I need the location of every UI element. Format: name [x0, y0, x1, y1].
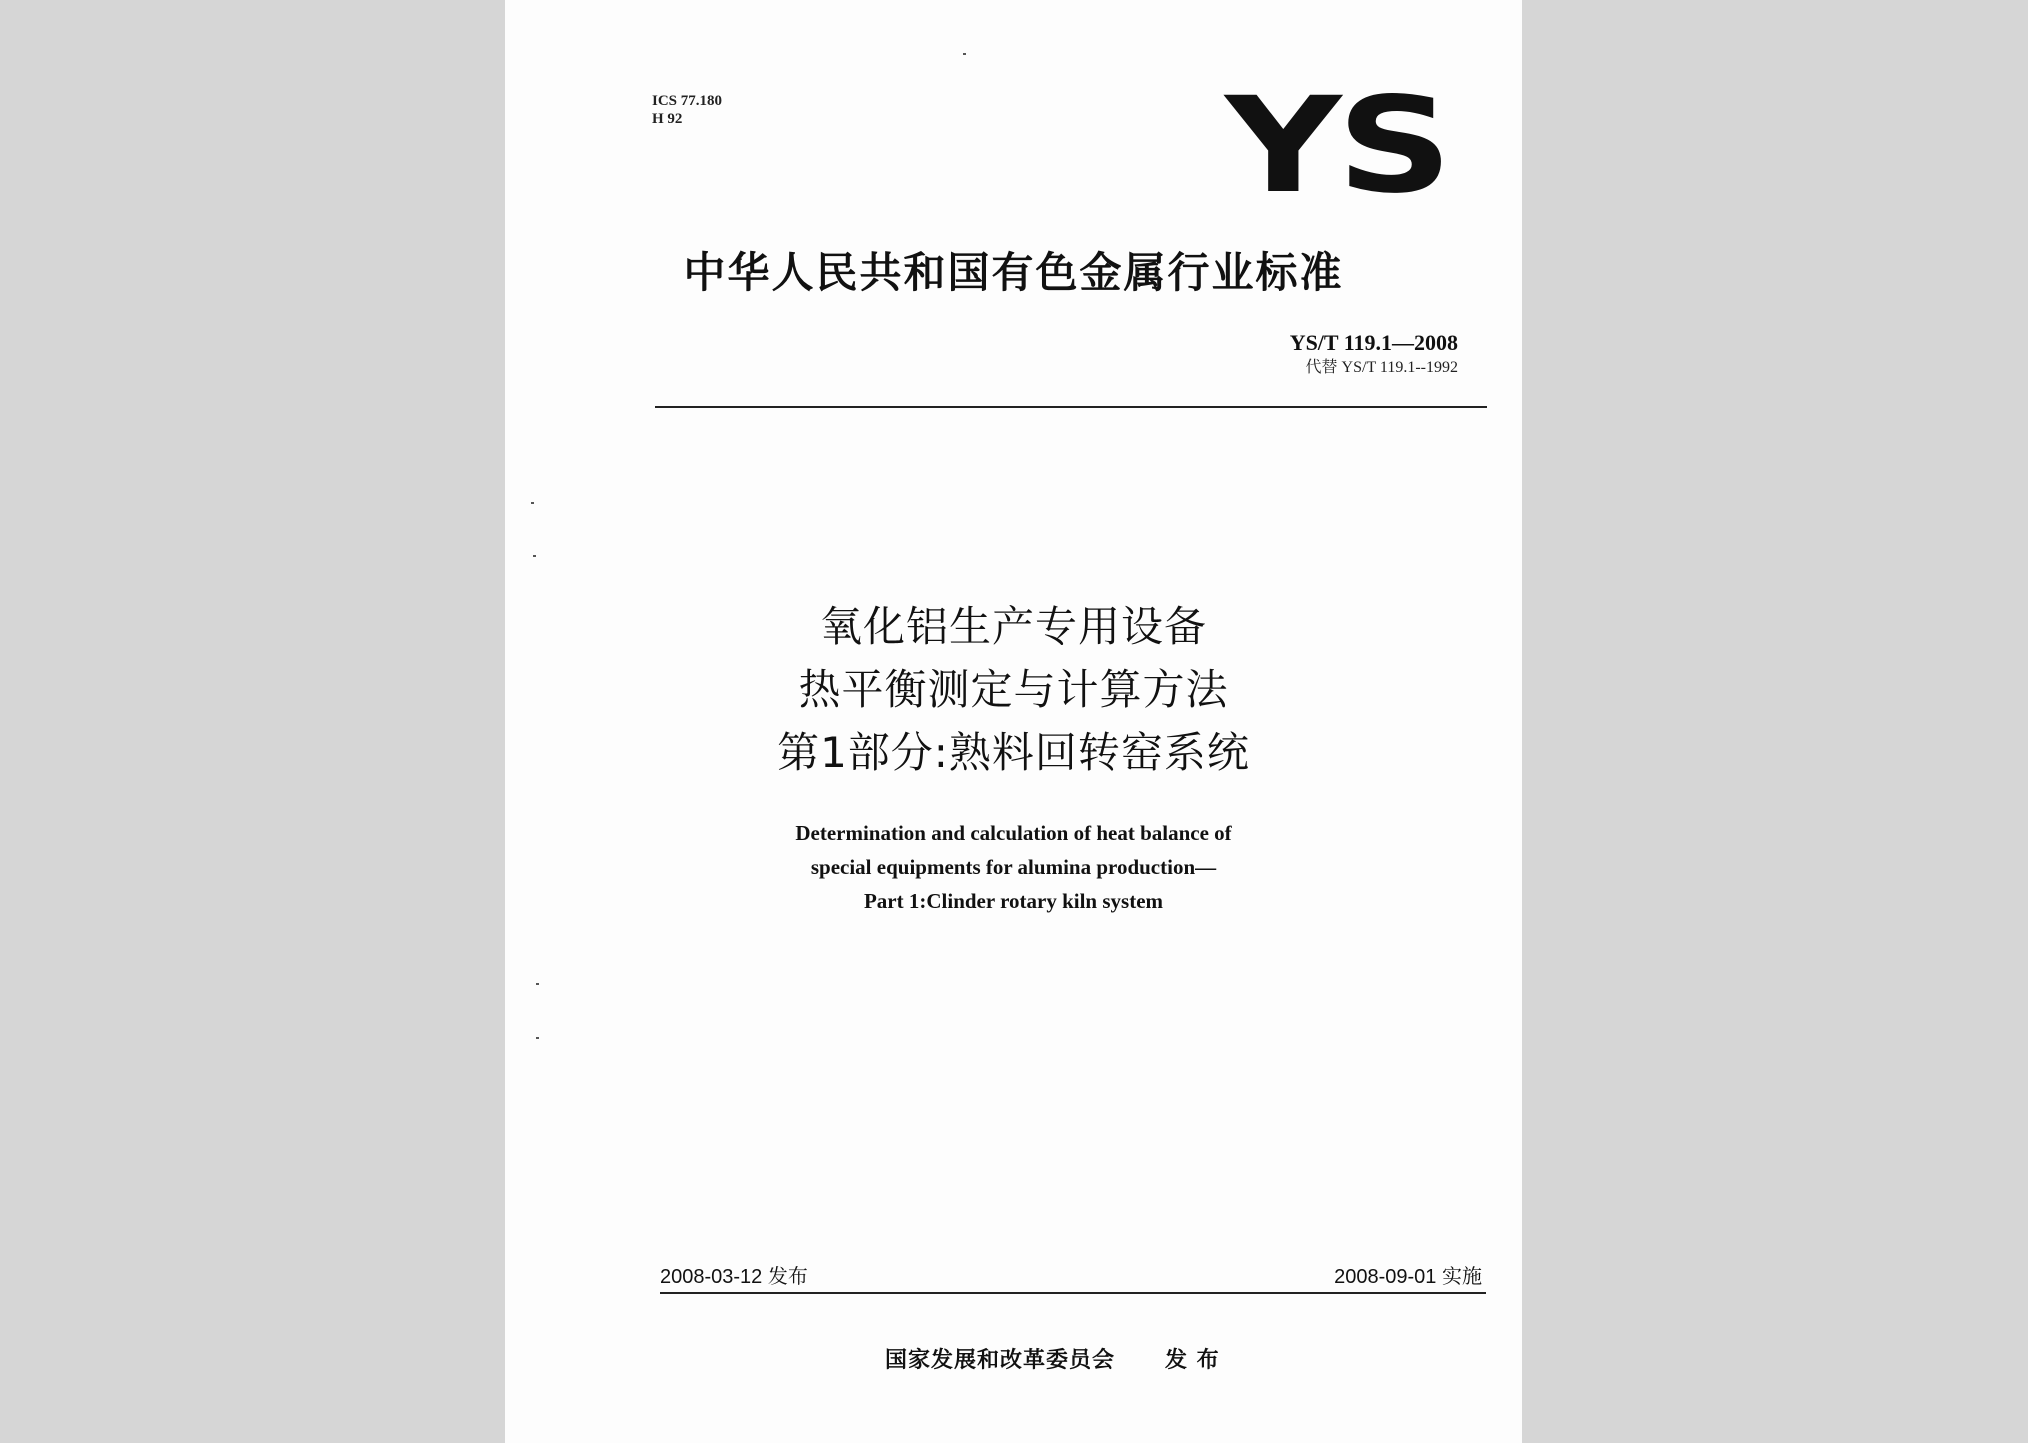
scan-speck — [533, 555, 536, 557]
ics-classification — [652, 92, 722, 128]
replaces-note: 代替 YS/T 119.1--1992 — [1305, 359, 1458, 376]
scan-speck — [531, 502, 534, 504]
ys-logo: YS — [1225, 69, 1448, 223]
ics-code: ICS 77.180 — [652, 93, 723, 109]
english-title-line-3: Part 1:Clinder rotary kiln system — [863, 889, 1164, 913]
english-title-line-2: special equipments for alumina production— — [810, 855, 1217, 879]
class-code: H 92 — [652, 111, 683, 127]
issue-date: 2008-03-12 发布 — [660, 1266, 808, 1288]
english-title — [505, 816, 1522, 918]
header-divider — [655, 406, 1487, 408]
publisher-name: 国家发展和改革委员会 — [885, 1348, 1116, 1373]
effective-date: 2008-09-01 实施 — [1334, 1266, 1482, 1288]
chinese-title-line-1: 氧化铝生产专用设备 — [819, 602, 1207, 651]
publish-label: 发 布 — [1165, 1348, 1220, 1373]
english-title-line-1: Determination and calculation of heat balance of — [795, 821, 1232, 845]
chinese-title-line-2: 热平衡测定与计算方法 — [798, 665, 1229, 714]
standard-title: 中华人民共和国有色金属行业标准 — [683, 248, 1344, 297]
document-page — [505, 0, 1522, 1443]
standard-number — [1290, 330, 1458, 356]
scan-speck — [963, 53, 966, 55]
publisher-line — [885, 1343, 1220, 1374]
scan-speck — [536, 1037, 539, 1039]
standard-number-text: YS/T 119.1—2008 — [1289, 330, 1458, 355]
chinese-title-line-3: 第1部分:熟料回转窑系统 — [777, 728, 1250, 777]
chinese-title — [505, 595, 1522, 784]
footer-divider — [660, 1292, 1486, 1294]
scan-speck — [536, 983, 539, 985]
